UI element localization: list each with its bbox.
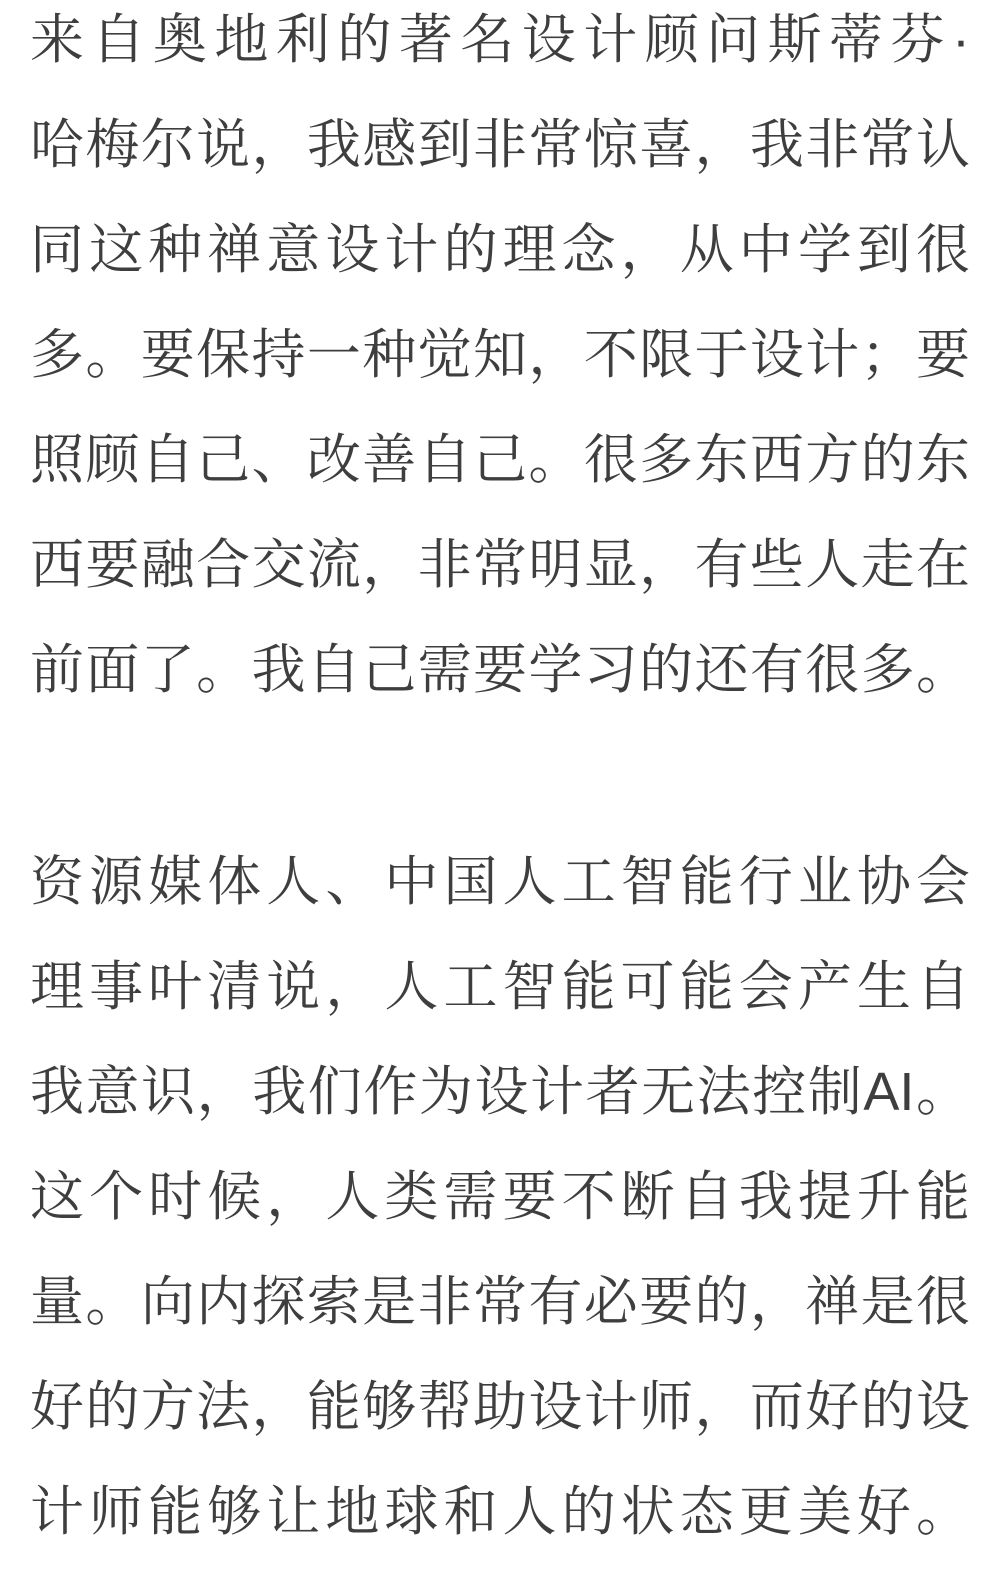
text-line: 照顾自己、改善自己。很多东西方的东 (30, 430, 970, 490)
paragraph-quote-yeqing (30, 830, 970, 1565)
text-line: 好的方法，能够帮助设计师，而好的设 (30, 1377, 970, 1437)
text-line: 多。要保持一种觉知，不限于设计；要 (30, 325, 970, 385)
paragraph-quote-hamel (30, 0, 970, 723)
text-line: 我意识，我们作为设计者无法控制AI。 (30, 1062, 970, 1122)
text-line: 这个时候，人类需要不断自我提升能 (30, 1167, 970, 1227)
text-line: 西要融合交流，非常明显，有些人走在 (30, 535, 970, 595)
text-line: 计师能够让地球和人的状态更美好。 (30, 1482, 970, 1542)
text-line: 哈梅尔说，我感到非常惊喜，我非常认 (30, 115, 970, 175)
text-line: 前面了。我自己需要学习的还有很多。 (30, 640, 970, 700)
text-line: 来自奥地利的著名设计顾问斯蒂芬· (30, 10, 970, 70)
text-line: 量。向内探索是非常有必要的，禅是很 (30, 1272, 970, 1332)
text-line: 资源媒体人、中国人工智能行业协会 (30, 852, 970, 912)
text-line: 理事叶清说，人工智能可能会产生自 (30, 957, 970, 1017)
text-line: 同这种禅意设计的理念，从中学到很 (30, 220, 970, 280)
